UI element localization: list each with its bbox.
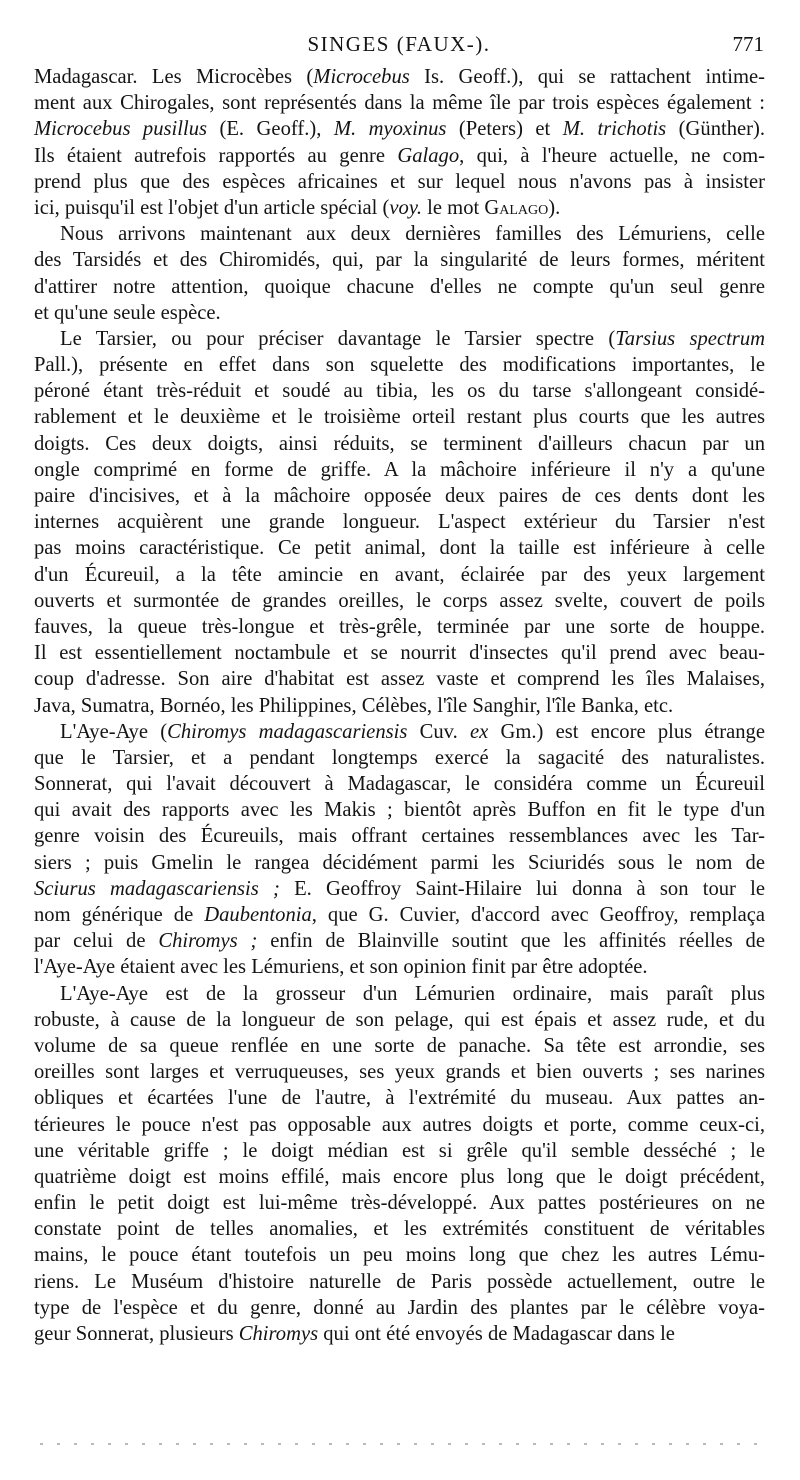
italic-text: Chiromys ; [158, 930, 258, 953]
text-line [34, 562, 765, 588]
text-run: Is. Geoff.), qui se rattachent intime- [409, 66, 765, 88]
text-run: ici, puisqu'il est l'objet d'un article spécial ( [34, 196, 390, 219]
italic-text: M. myoxinus [333, 118, 447, 141]
text-line [34, 274, 765, 300]
text-line [34, 666, 765, 692]
text-line [34, 1242, 765, 1268]
text-line [34, 64, 765, 90]
text-run: d'un Écureuil, a la tête amincie en avant, éclairée par des yeux largement [34, 563, 765, 586]
text-run: prend plus que des espèces africaines et sur lequel nous n'avons pas à insister [34, 170, 765, 193]
italic-text: ex [469, 720, 489, 743]
text-line [34, 1321, 765, 1347]
text-run: ment aux Chirogales, sont représentés dans la même île par trois espèces également : [34, 92, 765, 115]
text-line [34, 1033, 765, 1059]
text-run: pas moins caractéristique. Ce petit animal, dont la taille est inférieure à celle [34, 537, 765, 560]
text-run: mains, le pouce étant toutefois un peu moins long que chez les autres Lému- [34, 1244, 765, 1267]
text-line [34, 404, 765, 430]
text-run: L'Aye-Aye ( [60, 720, 168, 743]
text-line [34, 850, 765, 876]
text-run: Il est essentiellement noctambule et se nourrit d'insectes qu'il prend avec beau- [34, 642, 765, 665]
text-run: que le Tarsier, et a pendant longtemps exercé la sagacité des naturalistes. [34, 746, 765, 769]
text-line [34, 1269, 765, 1295]
article-body [34, 64, 765, 1347]
text-line [34, 876, 765, 902]
italic-text: Tarsius spectrum [615, 327, 765, 350]
text-run: Java, Sumatra, Bornéo, les Philippines, Célèbes, l'île Sanghir, l'île Banka, etc. [34, 694, 674, 717]
text-run: Cuv. [407, 720, 470, 743]
text-run: nom générique de [34, 904, 205, 926]
text-run: Nous arrivons maintenant aux deux dernières familles des Lémuriens, celle [60, 223, 765, 246]
text-line [34, 614, 765, 640]
text-line [34, 300, 765, 326]
italic-text: Sciurus madagascariensis ; [34, 877, 280, 900]
text-run: coup d'adresse. Son aire d'habitat est assez vaste et comprend les îles Malaises, [34, 668, 765, 691]
text-line [34, 719, 765, 745]
italic-text: Daubentonia [204, 904, 312, 926]
italic-text: Microcebus pusillus [34, 118, 208, 141]
text-line [34, 1007, 765, 1033]
text-run: , que G. Cuvier, d'accord avec Geoffroy, remplaça [311, 904, 765, 926]
text-run: (Günther). [666, 118, 766, 141]
text-run: rablement et le deuxième et le troisième orteil restant plus courts que les autres [34, 406, 765, 429]
text-run: qui ont été envoyés de Madagascar dans le [318, 1323, 675, 1345]
text-line [34, 143, 765, 169]
text-run: riens. Le Muséum d'histoire naturelle de Paris possède actuellement, outre le [34, 1270, 765, 1293]
text-line [34, 1216, 765, 1242]
text-run: térieures le pouce n'est pas opposable aux autres doigts et porte, comme ceux-ci, [34, 1113, 765, 1136]
text-run: oreilles sont larges et verruqueuses, ses yeux grands et bien ouverts ; ses narines [34, 1061, 765, 1084]
text-line [34, 1138, 765, 1164]
text-run: et qu'une seule espèce. [34, 301, 221, 324]
text-run: volume de sa queue renflée en une sorte de panache. Sa tête est arrondie, ses [34, 1034, 765, 1057]
text-line [34, 588, 765, 614]
text-run: L'Aye-Aye est de la grosseur d'un Lémurien ordinaire, mais paraît plus [60, 982, 765, 1005]
text-line [34, 1085, 765, 1111]
text-run: d'attirer notre attention, quoique chacune d'elles ne compte qu'un seul genre [34, 275, 765, 298]
text-line [34, 195, 765, 221]
text-line [34, 745, 765, 771]
italic-text: Chiromys madagascariensis [167, 720, 408, 743]
text-run: Ils étaient autrefois rapportés au genre [34, 144, 398, 167]
text-line [34, 509, 765, 535]
text-run: qui avait des rapports avec les Makis ; bientôt après Buffon en fit le type d'un [34, 799, 765, 822]
text-line [34, 90, 765, 116]
text-line [34, 1059, 765, 1085]
italic-text: Galago [397, 144, 460, 167]
text-line [34, 457, 765, 483]
text-run: paire d'incisives, et à la mâchoire opposée deux paires de ces dents dont les [34, 485, 765, 507]
text-line [34, 1164, 765, 1190]
italic-text: voy. [389, 196, 423, 219]
text-run: ). [548, 196, 561, 219]
italic-text: M. trichotis [562, 118, 667, 141]
page-number: 771 [732, 32, 764, 56]
text-run: ouverts et surmontée de grandes oreilles, le corps assez svelte, couvert de poils [34, 589, 765, 612]
text-line [34, 797, 765, 823]
text-run: (Peters) et [446, 118, 563, 141]
text-run: obliques et écartées l'une de l'autre, à l'extrémité du museau. Aux pattes an- [34, 1087, 765, 1110]
text-line [34, 954, 765, 980]
text-line [34, 352, 765, 378]
text-line [34, 378, 765, 404]
text-run: par celui de [34, 930, 159, 953]
text-run: fauves, la queue très-longue et très-grêle, terminée par une sorte de houppe. [34, 615, 765, 638]
text-run: E. Geoffroy Saint-Hilaire lui donna à son tour le [279, 877, 765, 900]
text-run: quatrième doigt est moins effilé, mais encore plus long que le doigt précédent, [34, 1165, 765, 1188]
text-line [34, 1190, 765, 1216]
text-line [34, 928, 765, 954]
text-run: Sonnerat, qui l'avait découvert à Madagascar, le considéra comme un Écureuil [34, 773, 765, 796]
text-line [34, 326, 765, 352]
text-line [34, 169, 765, 195]
text-run: constate point de telles anomalies, et les extrémités constituent de véritables [34, 1218, 765, 1241]
text-line [34, 221, 765, 247]
text-line [34, 771, 765, 797]
text-run: genre voisin des Écureuils, mais offrant certaines ressemblances avec les Tar- [34, 825, 765, 848]
text-line [34, 823, 765, 849]
text-run: Gm.) est encore plus étrange [488, 720, 765, 743]
text-line [34, 1112, 765, 1138]
text-run: péroné étant très-réduit et soudé au tibia, les os du tarse s'allongeant considé- [34, 380, 765, 403]
italic-text: Chiromys [238, 1323, 319, 1345]
text-run: une véritable griffe ; le doigt médian est si grêle qu'il semble desséché ; le [34, 1139, 765, 1162]
text-run: Madagascar. Les Microcèbes ( [34, 66, 314, 88]
text-run: internes acquièrent une grande longueur. L'aspect extérieur du Tarsier n'est [34, 511, 765, 534]
text-line [34, 247, 765, 273]
text-run: Pall.), présente en effet dans son squelette des modifications importantes, le [34, 354, 765, 377]
text-line [34, 116, 765, 142]
text-line [34, 693, 765, 719]
text-line [34, 640, 765, 666]
text-run: type de l'espèce et du genre, donné au Jardin des plantes par le célèbre voya- [34, 1296, 765, 1319]
text-run: (E. Geoff.), [207, 118, 334, 141]
text-line [34, 902, 765, 928]
bottom-rule [40, 1443, 765, 1445]
text-line [34, 483, 765, 509]
text-run: robuste, à cause de la longueur de son pelage, qui est épais et assez rude, et du [34, 1008, 765, 1031]
text-run: siers ; puis Gmelin le rangea décidément parmi les Sciuridés sous le nom de [34, 851, 765, 874]
text-line [34, 981, 765, 1007]
text-line [34, 1295, 765, 1321]
text-run: Le Tarsier, ou pour préciser davantage le Tarsier spectre ( [60, 327, 616, 350]
text-run: enfin le petit doigt est lui-même très-développé. Aux pattes postérieures on ne [34, 1192, 765, 1215]
text-run: doigts. Ces deux doigts, ainsi réduits, se terminent d'ailleurs chacun par un [34, 432, 765, 455]
text-line [34, 535, 765, 561]
text-run: Galago [484, 196, 549, 219]
text-run: le mot [422, 196, 485, 219]
text-run: ongle comprimé en forme de griffe. A la mâchoire inférieure il n'y a qu'une [34, 458, 765, 481]
text-run: , qui, à l'heure actuelle, ne com- [459, 144, 765, 167]
text-run: des Tarsidés et des Chiromidés, qui, par la singularité de leurs formes, méritent [34, 249, 765, 272]
text-run: geur Sonnerat, plusieurs [34, 1323, 239, 1345]
running-head: SINGES (FAUX-). [307, 32, 491, 56]
italic-text: Microcebus [313, 66, 410, 88]
page-header [34, 32, 764, 58]
text-run: l'Aye-Aye étaient avec les Lémuriens, et son opinion finit par être adoptée. [34, 956, 648, 979]
text-run: enfin de Blainville soutint que les affinités réelles de [257, 930, 765, 953]
text-line [34, 431, 765, 457]
